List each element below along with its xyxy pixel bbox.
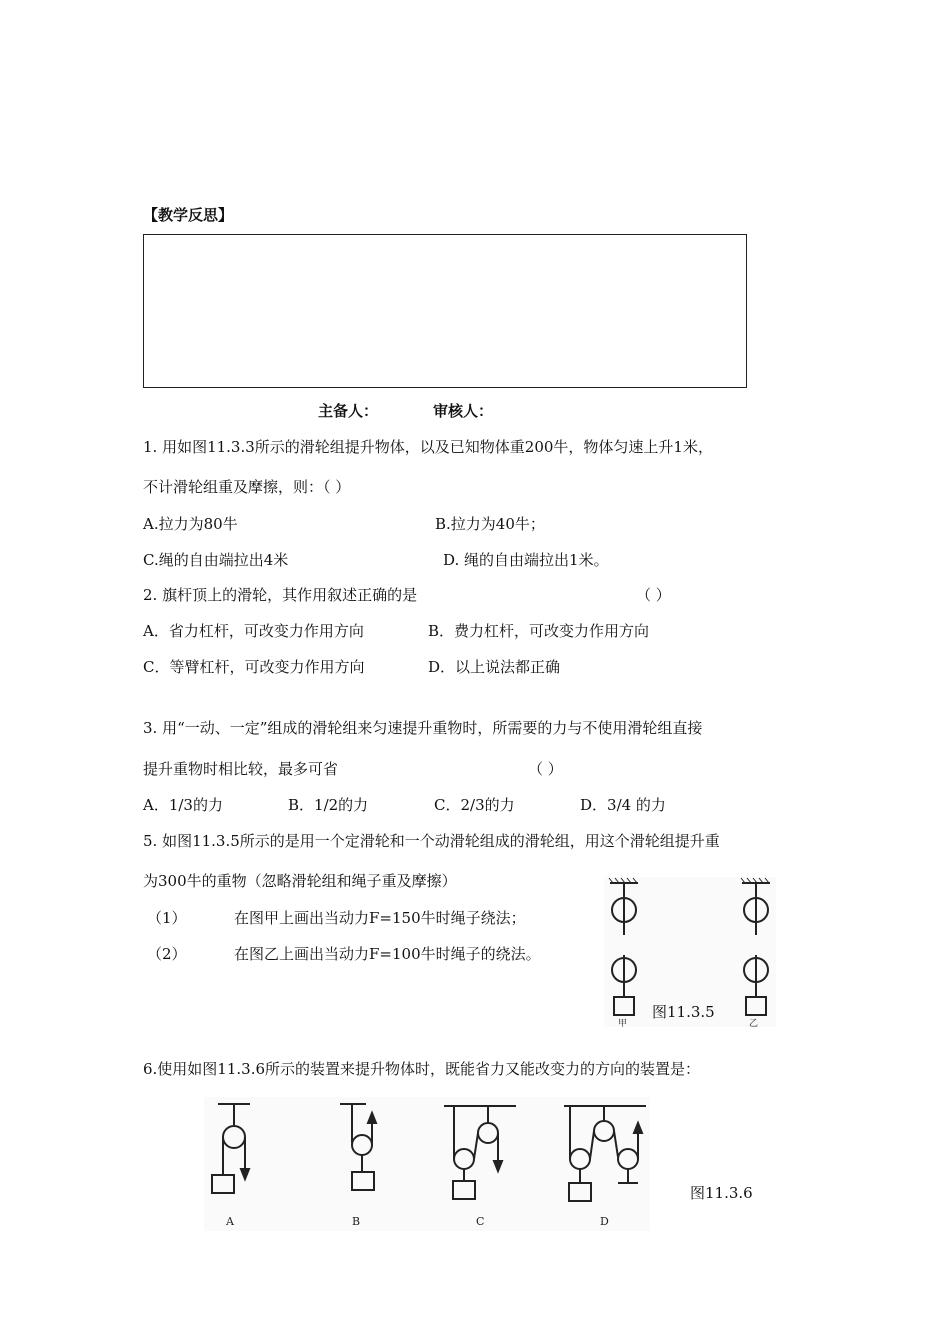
label-jia: 甲 (618, 1019, 628, 1027)
q2-option-c: C．等臂杠杆，可改变力作用方向 (143, 658, 365, 676)
q1-option-b: B.拉力为40牛； (435, 515, 545, 533)
device-a (212, 1104, 250, 1193)
figure-11-3-6-drawing (204, 1097, 650, 1231)
figure-11-3-6 (204, 1097, 650, 1231)
device-b (340, 1104, 376, 1190)
q5-item1-number: （1） (147, 909, 187, 927)
q3-answer-blank: （ ） (528, 760, 563, 778)
q2-option-d: D．以上说法都正确 (428, 658, 561, 676)
q5-stem-line2: 为300牛的重物（忽略滑轮组和绳子重及摩擦） (143, 872, 457, 890)
reviewed-by-label: 审核人： (433, 402, 494, 420)
label-b: B (352, 1215, 361, 1228)
q1-option-a: A.拉力为80牛 (143, 515, 238, 533)
q5-item2-number: （2） (147, 945, 187, 963)
q1-option-d: D. 绳的自由端拉出1米。 (443, 551, 609, 569)
reflection-box[interactable] (143, 234, 747, 388)
q2-option-b: B．费力杠杆，可改变力作用方向 (428, 622, 650, 640)
q3-option-d: D．3/4 的力 (580, 796, 666, 814)
q3-stem-line2: 提升重物时相比较，最多可省 (143, 760, 339, 778)
prepared-by-label: 主备人： (318, 402, 379, 420)
q6-stem: 6.使用如图11.3.6所示的装置来提升物体时，既能省力又能改变力的方向的装置是： (143, 1060, 701, 1078)
q1-option-c: C.绳的自由端拉出4米 (143, 551, 289, 569)
q3-option-c: C．2/3的力 (434, 796, 515, 814)
q1-stem-line2: 不计滑轮组重及摩擦，则：（ ） (143, 478, 351, 496)
label-yi: 乙 (749, 1019, 759, 1027)
device-d (564, 1106, 646, 1201)
q3-stem-line1: 3. 用“一动、一定”组成的滑轮组来匀速提升重物时，所需要的力与不使用滑轮组直接 (143, 719, 703, 737)
figure-11-3-5-caption: 图11.3.5 (652, 1003, 715, 1021)
pulley-system-yi (741, 878, 770, 1015)
pulley-system-jia (609, 878, 638, 1015)
q5-item2-text: 在图乙上画出当动力F=100牛时绳子的绕法。 (234, 945, 541, 963)
q1-stem-line1: 1. 用如图11.3.3所示的滑轮组提升物体，以及已知物体重200牛，物体匀速上升1米， (143, 438, 713, 456)
q3-option-b: B．1/2的力 (288, 796, 369, 814)
reflection-heading: 【教学反思】 (143, 206, 234, 224)
label-a: A (226, 1215, 234, 1228)
label-c: C (476, 1215, 485, 1228)
q5-item1-text: 在图甲上画出当动力F=150牛时绳子绕法； (234, 909, 526, 927)
label-d: D (600, 1215, 609, 1228)
q2-stem: 2. 旗杆顶上的滑轮，其作用叙述正确的是 (143, 586, 418, 604)
q5-stem-line1: 5. 如图11.3.5所示的是用一个定滑轮和一个动滑轮组成的滑轮组，用这个滑轮组提升重 (143, 832, 720, 850)
figure-11-3-5 (604, 877, 776, 1027)
device-c (444, 1106, 516, 1199)
q3-option-a: A．1/3的力 (143, 796, 223, 814)
q2-answer-blank: （ ） (636, 586, 671, 604)
figure-11-3-6-caption: 图11.3.6 (690, 1184, 753, 1202)
q2-option-a: A．省力杠杆，可改变力作用方向 (143, 622, 364, 640)
